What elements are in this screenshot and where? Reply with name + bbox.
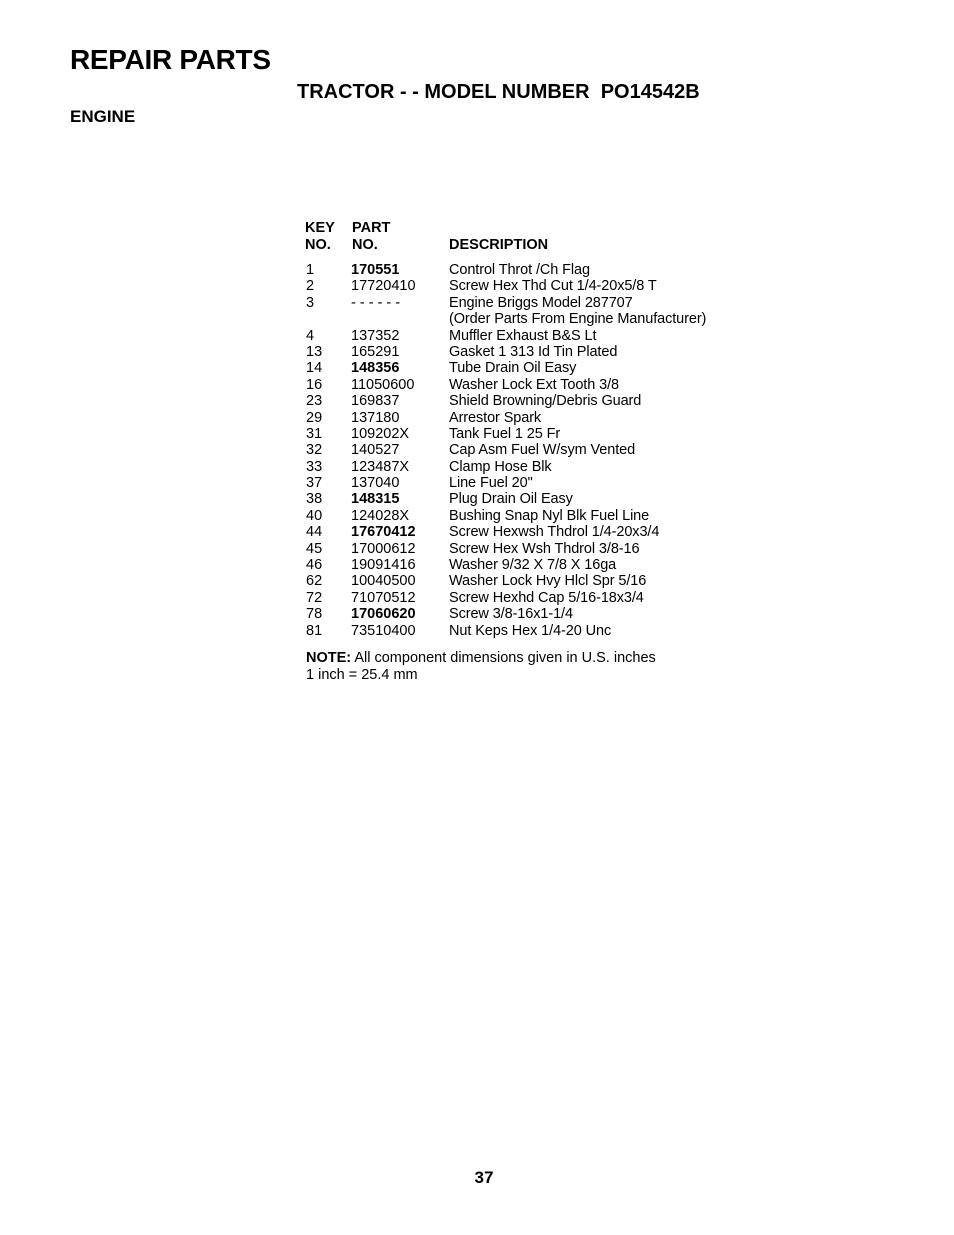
table-row [305,311,745,327]
table-row [305,410,745,426]
row-description: Screw Hexwsh Thdrol 1/4-20x3/4 [449,524,660,541]
row-key: 2 [306,278,315,295]
row-description: Screw Hexhd Cap 5/16-18x3/4 [449,589,644,606]
row-part-number: 17720410 [351,278,416,295]
row-part-number: 148315 [351,491,400,508]
row-part-number: 17000612 [351,540,416,557]
row-description: Nut Keps Hex 1/4-20 Unc [449,622,612,639]
row-description: Cap Asm Fuel W/sym Vented [449,442,636,459]
row-description: Shield Browning/Debris Guard [449,393,642,410]
row-key: 38 [306,491,323,508]
table-row [305,328,745,344]
column-header-key [305,220,335,253]
row-description: Muffler Exhaust B&S Lt [449,327,597,344]
row-key: 62 [306,573,323,590]
row-key: 44 [306,524,323,541]
row-key: 46 [306,557,323,574]
row-key: 16 [306,376,323,393]
row-description: Line Fuel 20" [449,475,533,492]
row-part-number: 137040 [351,475,400,492]
row-key: 3 [306,294,315,311]
row-description: Control Throt /Ch Flag [449,262,590,278]
row-description: Tube Drain Oil Easy [449,360,577,377]
row-description: Bushing Snap Nyl Blk Fuel Line [449,507,650,524]
row-part-number: 73510400 [351,622,416,639]
row-part-number: 148356 [351,360,400,377]
column-header-part-line1: PART [352,220,391,236]
table-row [305,475,745,491]
column-header-part [352,220,390,253]
row-description: Screw Hex Wsh Thdrol 3/8-16 [449,540,640,557]
note [306,650,656,683]
row-part-number: 10040500 [351,573,416,590]
row-key: 29 [306,409,323,426]
table-row [305,393,745,409]
row-description: Arrestor Spark [449,409,542,426]
row-part-number: 19091416 [351,557,416,574]
page-number: 37 [474,1168,494,1187]
row-key: 33 [306,458,323,475]
row-key: 31 [306,425,323,442]
row-key: 4 [306,327,315,344]
row-key: 14 [306,360,323,377]
section-title: ENGINE [70,107,136,126]
model-title: TRACTOR - - MODEL NUMBER PO14542B [297,81,700,103]
row-description: Washer Lock Ext Tooth 3/8 [449,376,619,393]
row-key: 13 [306,343,323,360]
row-part-number: 170551 [351,262,400,278]
row-part-number: 165291 [351,343,400,360]
table-row [305,360,745,376]
note-line2: 1 inch = 25.4 mm [306,666,418,683]
row-key: 1 [306,262,315,278]
row-part-number: 71070512 [351,589,416,606]
row-key: 81 [306,622,323,639]
column-header-key-line1: KEY [305,220,335,236]
row-part-number: 109202X [351,425,410,442]
row-part-number: 137352 [351,327,400,344]
row-description: Screw Hex Thd Cut 1/4-20x5/8 T [449,278,657,295]
table-row [305,623,745,639]
table-row [305,524,745,540]
row-key: 23 [306,393,323,410]
row-key: 78 [306,606,323,623]
row-description: Washer 9/32 X 7/8 X 16ga [449,557,617,574]
table-row [305,508,745,524]
row-description: Gasket 1 313 Id Tin Plated [449,343,618,360]
table-row [305,426,745,442]
row-part-number: 169837 [351,393,400,410]
table-row [305,573,745,589]
table-row [305,606,745,622]
row-part-number: 17060620 [351,606,416,623]
table-row [305,295,745,311]
row-part-number: 124028X [351,507,410,524]
note-label: NOTE: [306,650,352,666]
row-part-number: 123487X [351,458,410,475]
table-row [305,541,745,557]
row-part-number: 140527 [351,442,400,459]
row-part-number: 137180 [351,409,400,426]
row-key: 45 [306,540,323,557]
column-header-key-line2: NO. [305,236,331,253]
row-part-number: 17670412 [351,524,416,541]
parts-rows [305,262,745,639]
table-row [305,590,745,606]
table-row [305,442,745,458]
row-description: Screw 3/8-16x1-1/4 [449,606,573,623]
row-description: Washer Lock Hvy Hlcl Spr 5/16 [449,573,647,590]
row-part-number: 11050600 [351,376,415,393]
row-key: 40 [306,507,323,524]
note-text: All component dimensions given in U.S. inches [354,650,656,666]
row-description: Plug Drain Oil Easy [449,491,573,508]
row-key: 37 [306,475,323,492]
column-header-part-line2: NO. [352,236,378,253]
row-description: (Order Parts From Engine Manufacturer) [449,311,707,328]
column-header-description: DESCRIPTION [449,236,549,253]
page-title: REPAIR PARTS [70,44,271,75]
table-row [305,557,745,573]
table-row [305,344,745,360]
row-description: Tank Fuel 1 25 Fr [449,425,561,442]
row-description: Clamp Hose Blk [449,458,552,475]
table-row [305,262,745,278]
row-description: Engine Briggs Model 287707 [449,294,633,311]
row-part-number: - - - - - - [351,294,401,311]
table-row [305,459,745,475]
table-row [305,377,745,393]
row-key: 72 [306,589,323,606]
table-row [305,278,745,294]
row-key: 32 [306,442,323,459]
table-row [305,491,745,507]
note-line1 [306,650,656,667]
